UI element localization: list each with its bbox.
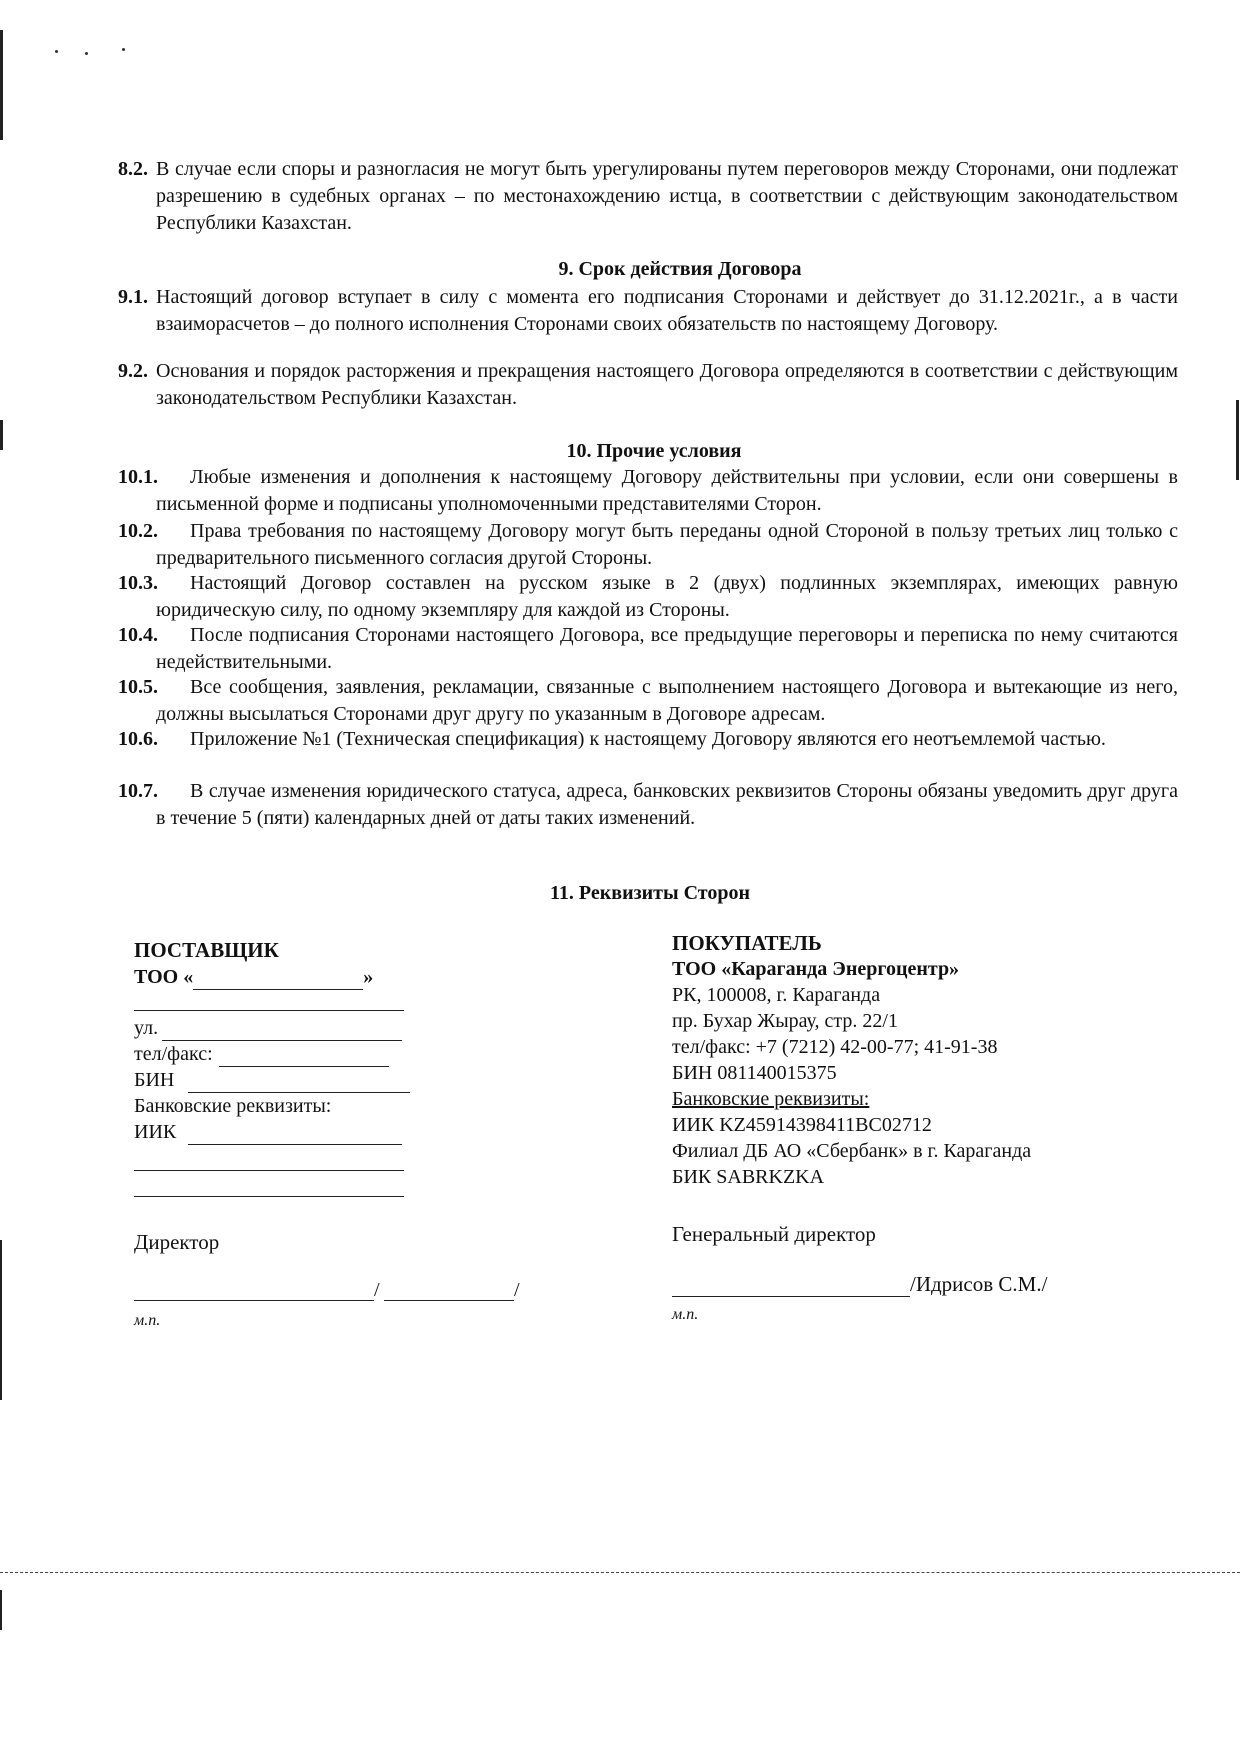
buyer-city: РК, 100008, г. Караганда [672, 984, 881, 1006]
supplier-bin-blank [188, 1092, 410, 1093]
supplier-street-blank [162, 1040, 402, 1041]
buyer-bank: Филиал ДБ АО «Сбербанк» в г. Караганда [672, 1140, 1032, 1162]
supplier-signature-slash: / [374, 1279, 380, 1301]
section-11-title: 11. Реквизиты Сторон [550, 882, 750, 904]
paragraph-text: Настоящий договор вступает в силу с момента его подписания Сторонами и действует до 31.12.2021г., а в части взаиморасчетов – до полного исполнения Сторонами своих обязательств по настоящему Договору. [156, 286, 1178, 335]
supplier-bank-label: Банковские реквизиты: [134, 1095, 332, 1117]
section-9-title: 9. Срок действия Договора [558, 258, 802, 280]
section-10-title: 10. Прочие условия [566, 440, 742, 462]
supplier-iik [134, 1120, 402, 1145]
buyer-address: пр. Бухар Жырау, стр. 22/1 [672, 1010, 898, 1032]
supplier-org-blank [193, 989, 363, 990]
paragraph-number: 10.7. [118, 780, 158, 802]
supplier-name-line [384, 1300, 514, 1301]
supplier-role: ПОСТАВЩИК [134, 938, 279, 962]
supplier-street-label: ул. [134, 1017, 159, 1039]
buyer-bin: БИН 081140015375 [672, 1062, 837, 1084]
paragraph-number: 10.2. [118, 520, 158, 542]
buyer-signer-title: Генеральный директор [672, 1222, 876, 1246]
supplier-blank-line [134, 1010, 404, 1011]
supplier-iik-label: ИИК [134, 1121, 177, 1143]
supplier-blank-line [134, 1170, 404, 1171]
scan-fold-line [0, 1572, 1240, 1573]
buyer-role: ПОКУПАТЕЛЬ [672, 931, 822, 955]
buyer-signer-name: /Идрисов С.М./ [910, 1272, 1048, 1296]
buyer-bik: БИК SABRKZKA [672, 1166, 825, 1188]
scan-edge-mid [0, 420, 3, 450]
buyer-phone: тел/факс: +7 (7212) 42-00-77; 41-91-38 [672, 1036, 998, 1058]
buyer-stamp: м.п. [672, 1306, 699, 1323]
supplier-signer-title: Директор [134, 1230, 220, 1254]
buyer-org: ТОО «Караганда Энергоцентр» [672, 958, 960, 980]
buyer-block [672, 930, 1112, 1190]
scan-edge-low [0, 1240, 2, 1400]
paragraph-text: Приложение №1 (Техническая спецификация) к настоящему Договору являются его неотъемлемой частью. [190, 728, 1106, 750]
paragraph-text: Настоящий Договор составлен на русском языке в 2 (двух) подлинных экземплярах, имеющих равную юридическую силу, по одному экземпляру для каждой из Стороны. [156, 572, 1178, 621]
supplier-org [134, 965, 434, 990]
paragraph-text: Основания и порядок расторжения и прекращения настоящего Договора определяются в соответствии с действующим законодательством Республики Казахстан. [156, 360, 1178, 409]
paragraph-text: В случае если споры и разногласия не могут быть урегулированы путем переговоров между Сторонами, они подлежат разрешению в судебных органах – по местонахождению истца, в соответствии с действующим законодательством Республики Казахстан. [156, 158, 1178, 234]
supplier-street [134, 1016, 402, 1041]
buyer-signature-line [672, 1296, 910, 1297]
supplier-org-suffix: » [363, 966, 374, 988]
scan-edge-top [0, 30, 3, 140]
supplier-signature-line [134, 1300, 374, 1301]
paragraph-text: После подписания Сторонами настоящего Договора, все предыдущие переговоры и переписка по нему считаются недействительными. [156, 624, 1178, 673]
paragraph-number: 8.2. [118, 158, 148, 180]
paragraph-number: 10.5. [118, 676, 158, 698]
buyer-iik: ИИК KZ45914398411BC02712 [672, 1114, 932, 1136]
supplier-bin [134, 1068, 410, 1093]
supplier-signature-slash: / [514, 1279, 520, 1301]
supplier-blank-line [134, 1196, 404, 1197]
supplier-phone-blank [219, 1066, 389, 1067]
supplier-phone-label: тел/факс: [134, 1043, 213, 1065]
paragraph-text: В случае изменения юридического статуса, адреса, банковских реквизитов Стороны обязаны уведомить друг друга в течение 5 (пяти) календарных дней от даты таких изменений. [156, 780, 1178, 829]
scan-edge-bottom [0, 1590, 2, 1630]
buyer-bank-label: Банковские реквизиты: [672, 1088, 870, 1110]
paragraph-number: 10.4. [118, 624, 158, 646]
paragraph-number: 9.1. [118, 286, 148, 308]
paragraph-number: 10.3. [118, 572, 158, 594]
supplier-org-prefix: ТОО « [134, 966, 194, 988]
supplier-stamp: м.п. [134, 1312, 161, 1329]
supplier-phone [134, 1042, 389, 1067]
paragraph-text: Все сообщения, заявления, рекламации, связанные с выполнением настоящего Договора и вытекающие из него, должны высылаться Сторонами друг другу по указанным в Договоре адресам. [156, 676, 1178, 725]
supplier-bin-label: БИН [134, 1069, 175, 1091]
paragraph-text: Права требования по настоящему Договору могут быть переданы одной Стороной в пользу третьих лиц только с предварительного письменного согласия другой Стороны. [156, 520, 1178, 569]
paragraph-number: 10.1. [118, 466, 158, 488]
scan-dot [55, 50, 58, 53]
supplier-iik-blank [188, 1144, 402, 1145]
scan-dot [122, 48, 125, 51]
paragraph-number: 10.6. [118, 728, 158, 750]
scan-dot [85, 52, 88, 55]
paragraph-number: 9.2. [118, 360, 148, 382]
supplier-block [134, 938, 434, 990]
paragraph-text: Любые изменения и дополнения к настоящему Договору действительны при условии, если они совершены в письменной форме и подписаны уполномоченными представителями Сторон. [156, 466, 1178, 515]
